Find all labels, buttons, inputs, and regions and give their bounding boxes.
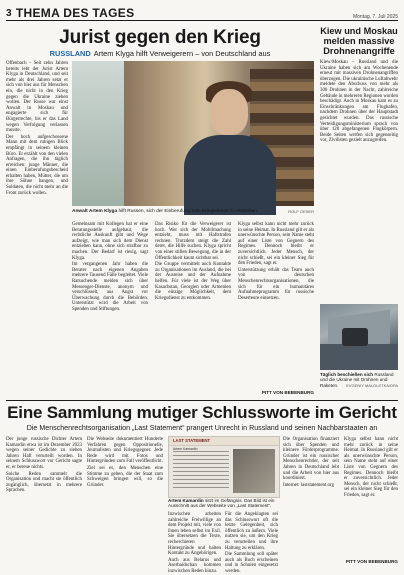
sidebar-text (320, 60, 398, 300)
story2-column-5 (283, 437, 339, 567)
sidebar-photo-caption (320, 372, 398, 388)
sidebar-caption-bold: Täglich beschießen sich (320, 372, 374, 377)
story2-column-6 (344, 437, 398, 557)
sidebar (320, 26, 398, 56)
sidebar-headline: Kiew und Moskau melden massive Drohnenangriffe (320, 26, 398, 56)
story1-caption-text: hilft Russen, sich der Einberufung zum Kriegsdienst zu entziehen. (118, 209, 259, 214)
story1-column-2 (72, 222, 148, 396)
story1-kicker-text: Artem Klyga hilft Verweigerern – von Deutschland aus (93, 49, 271, 58)
section-title (6, 6, 134, 20)
story2-column-3 (168, 512, 221, 574)
story2-col3-para: Auch aus Belarus und Aserbaidschan kommen inzwischen Reden hinzu. (168, 557, 221, 574)
story1-column-4 (238, 222, 314, 388)
section-title-text: THEMA DES TAGES (15, 6, 135, 20)
sidebar-photo (320, 304, 398, 370)
story2-photo-site-name: Artem Kamardin (173, 447, 198, 451)
story2-column-1 (6, 437, 82, 567)
story1-photo (72, 61, 314, 206)
story1-headline: Jurist gegen den Krieg (59, 27, 261, 48)
story1-column-3 (155, 222, 231, 396)
sidebar-photo-credit: EVGENIY MALOLETKA/DPA (346, 382, 398, 388)
story2-col5-para: Die Organisation finanziert sich über Spenden und kleinere Förderprogramme. Gründer ist ein russischer Menschenrechtler, der seit Jahren in Deutschland lebt und die Arbeit von hier aus koordiniert. (283, 437, 339, 482)
story2-author: PITT VON BEBENBURG (345, 559, 398, 564)
story2-col2-para: Ziel sei es, den Menschen eine Stimme zu geben, die der Staat zum Schweigen bringen will, so die Gründer. (87, 465, 163, 488)
story1-kicker (6, 49, 314, 58)
story2-col2-para: Die Webseite dokumentiert Hunderte Verfahren gegen Oppositionelle, Journalisten und Kriegsgegner. Jede Rede wird mit Fotos und Hintergründen zum Fall veröffentlicht. (87, 437, 163, 465)
section-divider (6, 400, 398, 401)
story2-caption-name: Artem Kamardin (168, 498, 204, 503)
story2-caption-text: sitzt im Gefängnis. Das Bild ist ein Ausschnitt aus der Webseite von „Last Statement“. (168, 498, 275, 509)
page-header (6, 4, 398, 21)
dateline: Montag, 7. Juli 2025 (352, 14, 398, 20)
story1-photo-caption (72, 209, 314, 215)
page-number: 3 (6, 7, 12, 19)
story1-caption-name: Anwalt Artem Klyga (72, 209, 118, 214)
story1-author: PITT VON BEBENBURG (261, 390, 314, 395)
story2-column-2 (87, 437, 163, 567)
story2-col4-para: Die Sammlung soll später auch als Buch erscheinen und in Schulen eingesetzt werden. (225, 552, 278, 574)
story2-col6-para: Klyga selbst kann nicht mehr zurück in seine Heimat. In Russland gilt er als unerwünschte Person, sein Name steht auf einer Liste von Gegnern des Regimes. Dennoch bleibt er zuversichtlich. Jeder Mensch, der nicht schießt, sei ein kleiner Sieg für den Frieden, sagt er. (344, 437, 398, 498)
story2-website-photo (168, 436, 280, 498)
story2-photo-caption (168, 498, 278, 509)
story1-col2-para: Gemeinsam mit Kollegen hat er eine Beratungsstelle aufgebaut, die rechtliche Auskunft gibt und Wege aufzeigt, wie man sich dem Dienst entziehen kann, ohne sich strafbar zu machen. Der Bedarf ist riesig, sagt Klyga. (72, 222, 148, 261)
story1-col2-para: Im vergangenen Jahr haben die Berater nach eigenen Angaben mehrere Tausend Fälle begleitet. Viele Ratsuchende melden sich über Messenger-Dienste, anonym und verschlüsselt, aus Angst vor Überwachung durch die Behörden. Unterstützt wird die Arbeit von Spenden und Stiftungen. (72, 262, 148, 312)
story1-column-1 (6, 61, 68, 397)
story2-col5-para: Internet: laststatement.org (283, 482, 334, 488)
story2-subheadline: Die Menschenrechtsorganisation „Last Statement“ prangert Unrecht in Russland und seinen Nachbarstaaten an (26, 424, 378, 432)
story1-col1-para: Der hoch aufgeschossene Mann mit dem ruhigen Blick empfängt in seinem kleinen Büro. Er erzählt von den vielen Anfragen, die ihn täglich erreichen: junge Männer, die einen Einberufungsbescheid erhalten haben, Mütter, die um ihre Söhne bangen, und Soldaten, die nicht mehr an die Front zurück wollen. (6, 134, 68, 196)
story1-col3-para: Die Gruppe vermittelt auch Kontakte zu Organisationen im Ausland, die bei der Ausreise und der Aufnahme helfen. Für viele ist der Weg über Kasachstan, Georgien oder Armenien die einzige Möglichkeit, dem Kriegsdienst zu entkommen. (155, 262, 231, 301)
story2-col1-para: Solche Reden sammelt die Organisation und macht sie öffentlich zugänglich, übersetzt in mehrere Sprachen. (6, 471, 82, 494)
sidebar-caption-text: Russland und die Ukraine mit Drohnen und Raketen. (320, 372, 394, 388)
story1-kicker-location: RUSSLAND (49, 49, 91, 58)
story2-photo-tab: LAST STATEMENT (173, 438, 211, 443)
story2-col4-para: Für die Angeklagten sei das Schlusswort oft die letzte Gelegenheit, sich öffentlich zu äußern. Viele nutzen sie, um den Krieg zu verurteilen und ihre Haltung zu erklären. (225, 512, 278, 551)
story2-col3-para: Inzwischen arbeiten zahlreiche Freiwillige an dem Projekt mit, viele von ihnen leben selbst im Exil. Sie übersetzen die Texte, recherchieren Hintergründe und halten Kontakt zu Angehörigen. (168, 512, 221, 557)
story2-headline: Eine Sammlung mutiger Schlussworte im Gericht (7, 403, 397, 422)
story2-column-4 (225, 512, 278, 574)
story2-col1-para: Der junge russische Dichter Artem Kamardin etwa ist im Dezember 2023 wegen seiner Gedichte zu sieben Jahren Haft verurteilt worden. In seinem Schlusswort vor Gericht sagte er, er bereue nichts. (6, 437, 82, 470)
sidebar-paragraph: Kiew/Moskau – Russland und die Ukraine haben sich am Wochenende erneut mit massiven Drohnenangriffen überzogen. Die ukrainische Luftabwehr meldete den Abschuss von mehr als 300 Drohnen in der Nacht, zahlreiche Gebäude in mehreren Regionen wurden beschädigt. Auch in Moskau kam es zu Einschränkungen am Flughafen, nachdem Drohnen über der Hauptstadt gesichtet wurden. Das russische Verteidigungsministerium sprach von über 120 abgefangenen Flugkörpern. Beide Seiten werfen sich gegenseitig vor, Zivilisten gezielt anzugreifen. (320, 60, 398, 144)
story1-col1-para: Offenbach – Seit zehn Jahren bereits lebt der Jurist Artem Klyga in Deutschland, und seit mehr als drei Jahren setzt er sich von hier aus für Menschen ein, die nicht in den Krieg gegen die Ukraine ziehen wollen. Der Russe war einst Anwalt in Moskau und engagierte sich für Bürgerrechte, bis er das Land wegen Verfolgung verlassen musste. (6, 61, 68, 134)
newspaper-page (6, 4, 398, 574)
story1-col3-para: Das Risiko für die Verweigerer ist hoch. Wer sich der Mobilmachung entzieht, muss mit Haftstrafen rechnen. Trotzdem steigt die Zahl derer, die Hilfe suchen. Klyga spricht von einer stillen Bewegung, die in der Öffentlichkeit kaum sichtbar sei. (155, 222, 231, 261)
story1-photo-credit: ROLF OESER (288, 209, 314, 214)
story1-col4-para: Klyga selbst kann nicht mehr zurück in seine Heimat. In Russland gilt er als unerwünschte Person, sein Name steht auf einer Liste von Gegnern des Regimes. Dennoch bleibt er zuversichtlich. Jeder Mensch, der nicht schießt, sei ein kleiner Sieg für den Frieden, sagt er. (238, 222, 314, 267)
story1-col4-para: Unterstützung erhält das Team auch von deutschen Menschenrechtsorganisationen, die sich für ein humanitäres Aufnahmeprogramm für russische Deserteure einsetzen. (238, 267, 314, 301)
